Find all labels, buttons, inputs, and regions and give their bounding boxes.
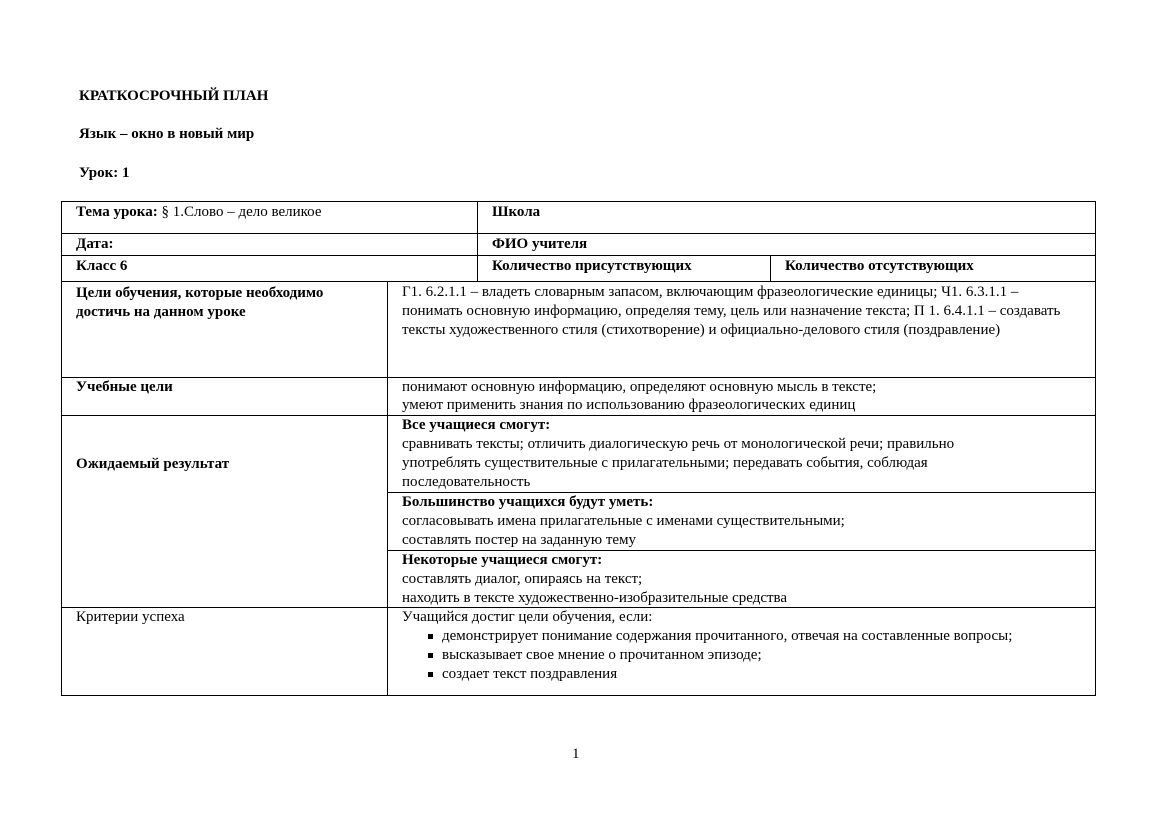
success-criteria-cell: [387, 607, 1096, 696]
expected-all-text: сравнивать тексты; отличить диалогическую речь от монологической речи; правильно употреблять существительные с прилагательными; передавать события, соблюдая последовательность: [402, 436, 955, 490]
expected-most-line: согласовывать имена прилагательные с именами существительными;: [402, 513, 845, 529]
expected-some-title: Некоторые учащиеся смогут:: [402, 552, 603, 568]
date-cell: [61, 233, 478, 256]
page-number: 1: [572, 746, 580, 762]
expected-some-line: составлять диалог, опираясь на текст;: [402, 571, 643, 587]
learning-objectives-label: Цели обучения, которые необходимо достичь на данном уроке: [76, 285, 324, 320]
expected-all-cell: [387, 415, 1096, 493]
square-bullet-icon: [428, 653, 433, 658]
school-cell: [477, 201, 1096, 234]
learning-objectives-label-cell: [61, 281, 388, 378]
present-label: Количество присутствующих: [492, 258, 692, 274]
lesson-number: Урок: 1: [79, 165, 130, 181]
expected-some-cell: [387, 550, 1096, 608]
expected-some-line: находить в тексте художественно-изобразительные средства: [402, 590, 788, 606]
teacher-cell: [477, 233, 1096, 256]
success-criteria-item: демонстрирует понимание содержания прочитанного, отвечая на составленные вопросы;: [402, 627, 1091, 646]
class-cell: [61, 255, 478, 282]
absent-label: Количество отсутствующих: [785, 258, 974, 274]
square-bullet-icon: [428, 672, 433, 677]
square-bullet-icon: [428, 634, 433, 639]
school-label: Школа: [492, 204, 541, 220]
expected-result-label-cell: [61, 415, 388, 608]
success-criteria-list: [402, 627, 1091, 684]
topic-cell: [61, 201, 478, 234]
unit-title: Язык – окно в новый мир: [79, 126, 255, 142]
lesson-objectives-cell: [387, 377, 1096, 416]
present-cell: [477, 255, 771, 282]
expected-most-line: составлять постер на заданную тему: [402, 532, 637, 548]
expected-result-label: Ожидаемый результат: [76, 456, 230, 472]
success-criteria-label: Критерии успеха: [76, 609, 185, 625]
topic-label: Тема урока:: [76, 204, 158, 220]
success-criteria-item: создает текст поздравления: [402, 665, 1091, 684]
class-label: Класс 6: [76, 258, 128, 274]
expected-most-cell: [387, 492, 1096, 551]
learning-objectives-text: Г1. 6.2.1.1 – владеть словарным запасом, включающим фразеологические единицы; Ч1. 6.3.1.1 – понимать основную информацию, определяя тему, цель или назначение текста; П 1. 6.4.1.1 – создавать тексты художественного стиля (стихотворение) и официально-делового стиля (поздравление): [402, 284, 1061, 338]
lesson-objectives-label: Учебные цели: [76, 379, 173, 395]
learning-objectives-cell: [387, 281, 1096, 378]
expected-most-title: Большинство учащихся будут уметь:: [402, 494, 654, 510]
lesson-objective-line: понимают основную информацию, определяют основную мысль в тексте;: [402, 379, 877, 395]
lesson-objective-line: умеют применить знания по использованию фразеологических единиц: [402, 397, 856, 413]
expected-all-title: Все учащиеся смогут:: [402, 417, 551, 433]
lesson-objectives-label-cell: [61, 377, 388, 416]
success-criteria-item: высказывает свое мнение о прочитанном эпизоде;: [402, 646, 1091, 665]
success-criteria-label-cell: [61, 607, 388, 696]
date-label: Дата:: [76, 236, 114, 252]
success-criteria-intro: Учащийся достиг цели обучения, если:: [402, 609, 653, 625]
topic-value: § 1.Слово – дело великое: [157, 204, 322, 220]
teacher-label: ФИО учителя: [492, 236, 588, 252]
document-title: КРАТКОСРОЧНЫЙ ПЛАН: [79, 88, 269, 104]
absent-cell: [770, 255, 1096, 282]
